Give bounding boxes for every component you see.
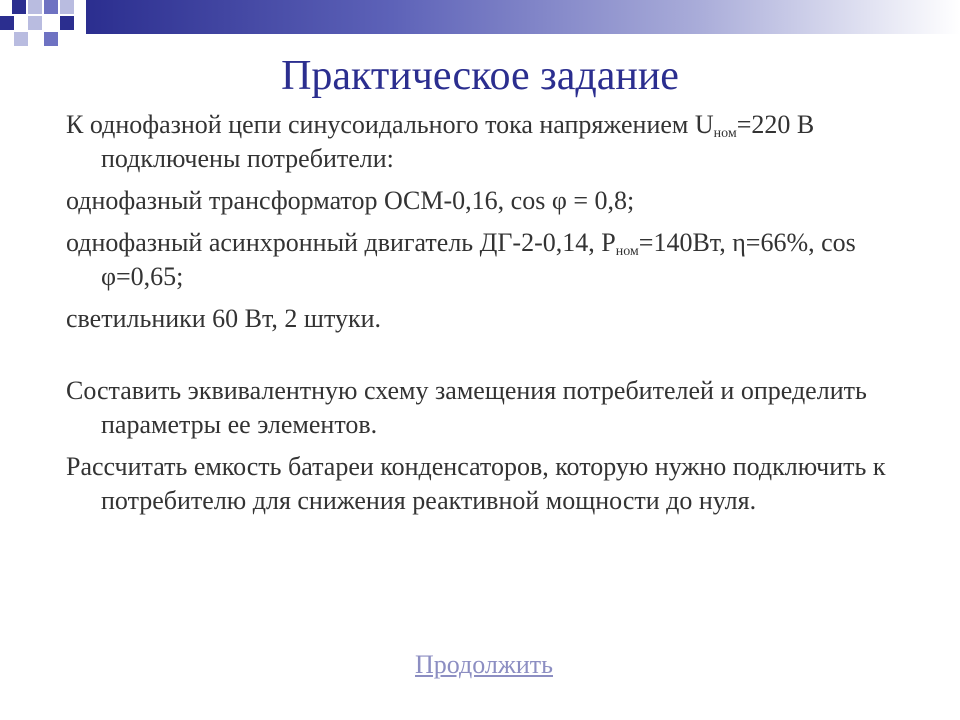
intro-text-part2: =220 В подключены потребители: [101,110,815,173]
decor-square [44,32,58,46]
decor-square [44,0,58,14]
lamps-paragraph: светильники 60 Вт, 2 штуки. [66,304,382,333]
motor-subscript: ном [615,244,639,259]
motor-paragraph [66,226,916,294]
task2-paragraph: Рассчитать емкость батареи конденсаторов, которую нужно подключить к потребителю для снижения реактивной мощности до нуля. [66,452,886,515]
motor-text-part2: =140Вт, η=66%, cos φ=0,65; [101,228,856,291]
decorative-header-band [0,0,960,48]
intro-paragraph [66,108,916,176]
task1-paragraph: Составить эквивалентную схему замещения потребителей и определить параметры ее элементов. [66,376,867,439]
transformer-paragraph: однофазный трансформатор ОСМ-0,16, cos φ = 0,8; [66,186,635,215]
intro-subscript: ном [713,126,737,141]
header-gradient-bar [86,0,960,34]
decor-square [12,0,26,14]
decor-square [60,16,74,30]
slide-title: Практическое задание [281,53,679,99]
decor-square [60,0,74,14]
continue-link[interactable]: Продолжить [415,650,553,679]
decor-square [28,0,42,14]
decor-square [14,32,28,46]
intro-text-part1: К однофазной цепи синусоидального тока напряжением U [66,110,714,139]
motor-text-part1: однофазный асинхронный двигатель ДГ-2-0,14, P [66,228,616,257]
decor-square [0,16,14,30]
decor-square [28,16,42,30]
slide-content [66,108,916,526]
